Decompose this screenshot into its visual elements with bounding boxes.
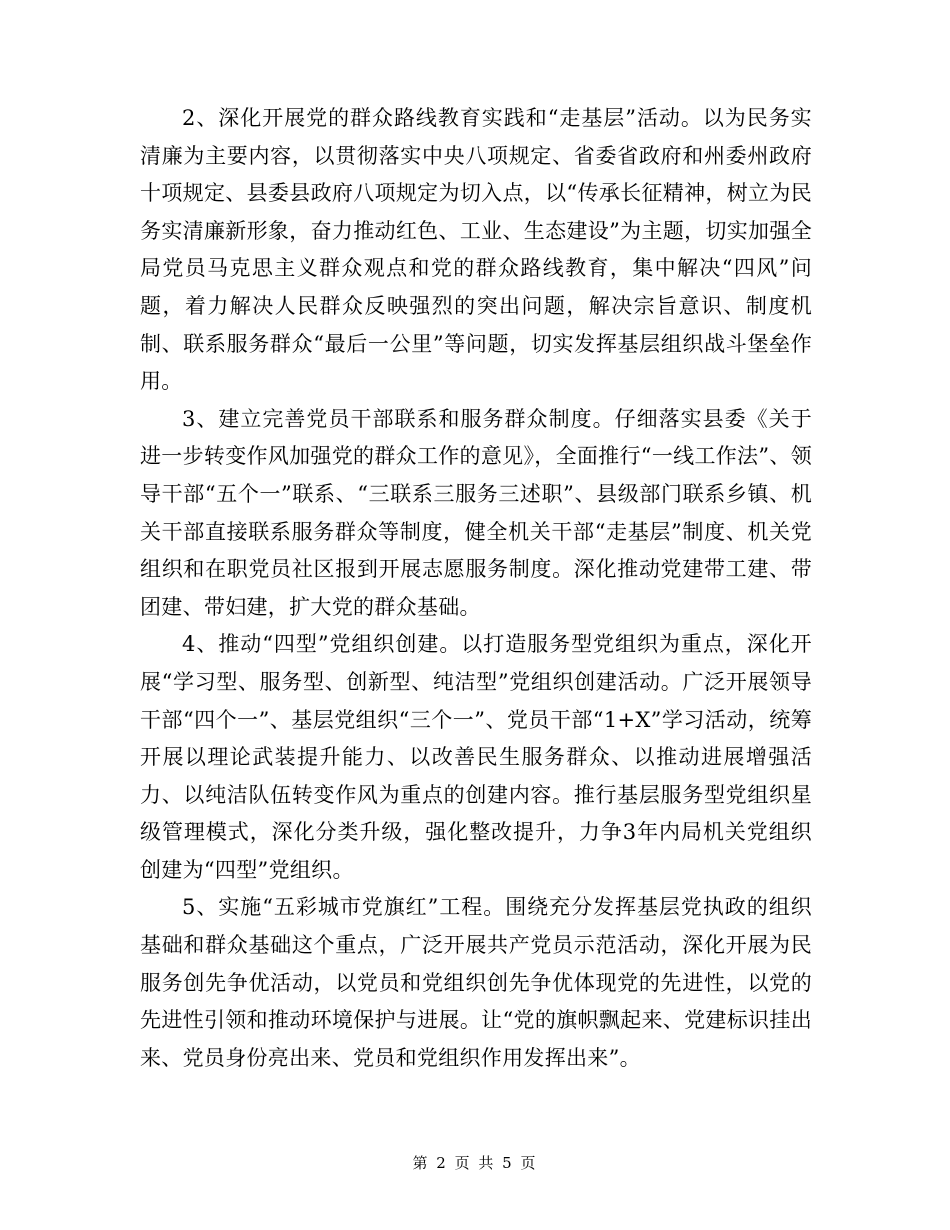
paragraph-item-2: 2、深化开展党的群众路线教育实践和“走基层”活动。以为民务实清廉为主要内容，以贯彻落实中央八项规定、省委省政府和州委州政府十项规定、县委县政府八项规定为切入点，以“传承长征精神，树立为民务实清廉新形象，奋力推动红色、工业、生态建设”为主题，切实加强全局党员马克思主义群众观点和党的群众路线教育，集中解决“四风”问题，着力解决人民群众反映强烈的突出问题，解决宗旨意识、制度机制、联系服务群众“最后一公里”等问题，切实发挥基层组织战斗堡垒作用。	[140, 106, 812, 394]
paragraph-item-5: 5、实施“五彩城市党旗红”工程。围绕充分发挥基层党执政的组织基础和群众基础这个重点，广泛开展共产党员示范活动，深化开展为民服务创先争优活动，以党员和党组织创先争优体现党的先进性，以党的先进性引领和推动环境保护与进展。让“党的旗帜飘起来、党建标识挂出来、党员身份亮出来、党员和党组织作用发挥出来”。	[140, 895, 812, 1070]
document-body	[140, 100, 812, 1077]
paragraph-item-4: 4、推动“四型”党组织创建。以打造服务型党组织为重点，深化开展“学习型、服务型、创新型、纯洁型”党组织创建活动。广泛开展领导干部“四个一”、基层党组织“三个一”、党员干部“1+X”学习活动，统筹开展以理论武装提升能力、以改善民生服务群众、以推动进展增强活力、以纯洁队伍转变作风为重点的创建内容。推行基层服务型党组织星级管理模式，深化分类升级，强化整改提升，力争3年内局机关党组织创建为“四型”党组织。	[140, 632, 812, 882]
page-footer: 第 2 页 共 5 页	[412, 1154, 538, 1172]
paragraph-item-3: 3、建立完善党员干部联系和服务群众制度。仔细落实县委《关于进一步转变作风加强党的群众工作的意见》，全面推行“一线工作法”、领导干部“五个一”联系、“三联系三服务三述职”、县级部门联系乡镇、机关干部直接联系服务群众等制度，健全机关干部“走基层”制度、机关党组织和在职党员社区报到开展志愿服务制度。深化推动党建带工建、带团建、带妇建，扩大党的群众基础。	[140, 406, 812, 619]
